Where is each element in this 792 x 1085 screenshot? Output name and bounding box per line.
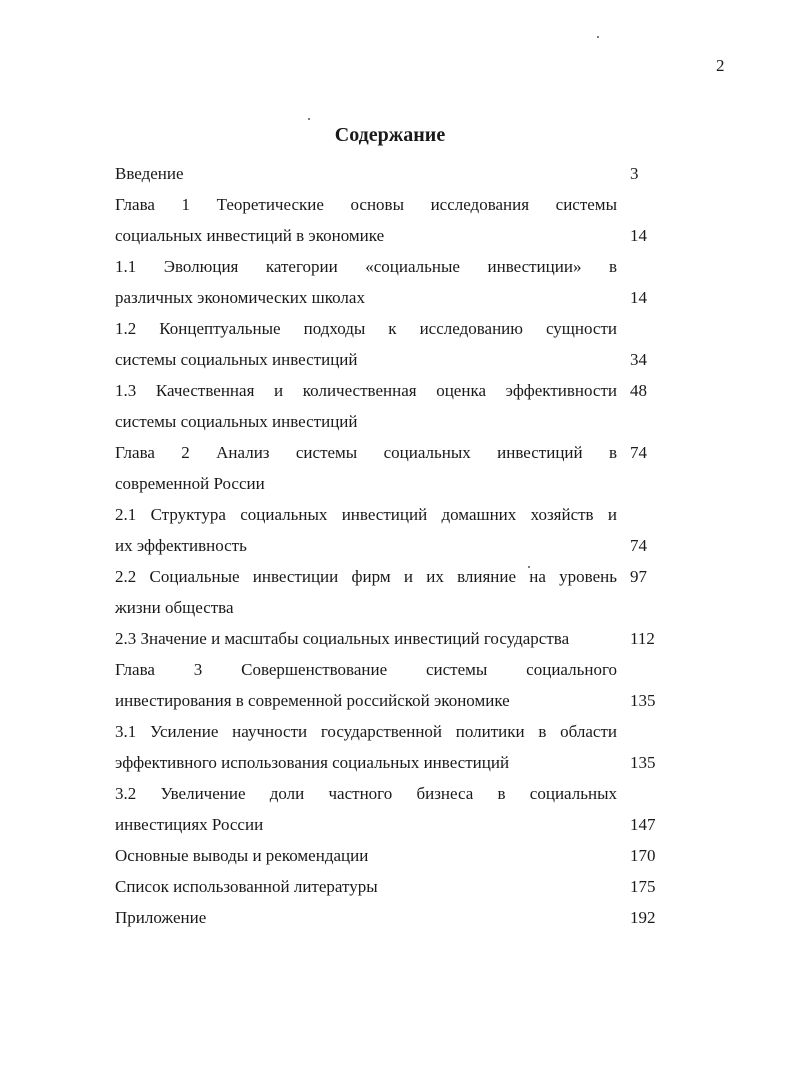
toc-page-number: 97 (630, 567, 647, 586)
toc-entry-title: системы социальных инвестиций (115, 412, 358, 431)
toc-entry-title: эффективного использования социальных инвестиций (115, 753, 510, 772)
toc-entry-title: 2.3 Значение и масштабы социальных инвестиций государства (115, 629, 570, 648)
toc-entry (115, 375, 665, 437)
toc-page-number: 34 (630, 350, 647, 369)
toc-line (115, 871, 665, 902)
toc-entry (115, 902, 665, 933)
toc-entry-title: социальных инвестиций в экономике (115, 226, 385, 245)
toc-page-number: 14 (630, 288, 647, 307)
toc-page-number: 170 (630, 846, 656, 865)
toc-line (115, 158, 665, 189)
toc-line (115, 747, 665, 778)
toc-page-number: 135 (630, 753, 656, 772)
toc-entry (115, 840, 665, 871)
page-title: Содержание (334, 124, 446, 146)
toc-entry-title: 1.2 Концептуальные подходы к исследованию сущности (115, 319, 617, 338)
toc-entry (115, 716, 665, 778)
toc-entry-title: системы социальных инвестиций (115, 350, 358, 369)
toc-line (115, 220, 665, 251)
toc-line (115, 189, 665, 220)
scan-speck (597, 36, 599, 38)
toc-line (115, 809, 665, 840)
page-number: 2 (716, 56, 725, 75)
toc-line (115, 561, 665, 592)
toc-page-number: 175 (630, 877, 656, 896)
toc-entry-title: Приложение (115, 908, 207, 927)
toc-page-number: 48 (630, 381, 647, 400)
toc-entry-title: жизни общества (115, 598, 234, 617)
toc-line (115, 313, 665, 344)
toc-entry-title: 2.2 Социальные инвестиции фирм и их влияние на уровень (115, 567, 617, 586)
toc-entry (115, 313, 665, 375)
toc-line (115, 251, 665, 282)
toc-line (115, 344, 665, 375)
toc-entry-title: современной России (115, 474, 265, 493)
toc-line (115, 437, 665, 468)
toc-entry-title: 1.3 Качественная и количественная оценка эффективности (115, 381, 617, 400)
toc-entry (115, 499, 665, 561)
toc-line (115, 716, 665, 747)
toc-entry-title: их эффективность (115, 536, 247, 555)
scan-speck (308, 118, 310, 120)
toc-line (115, 375, 665, 406)
toc-line (115, 623, 665, 654)
toc-entry (115, 623, 665, 654)
toc-entry (115, 251, 665, 313)
toc-line (115, 499, 665, 530)
toc-page-number: 112 (630, 629, 655, 648)
toc-entry-title: различных экономических школах (115, 288, 365, 307)
toc-entry-title: 2.1 Структура социальных инвестиций домашних хозяйств и (115, 505, 617, 524)
toc-entry-title: Список использованной литературы (115, 877, 378, 896)
toc-line (115, 902, 665, 933)
toc-entry-title: Основные выводы и рекомендации (115, 846, 369, 865)
toc-line (115, 654, 665, 685)
toc-entry-title: Глава 2 Анализ системы социальных инвестиций в (115, 443, 617, 462)
toc-line (115, 840, 665, 871)
toc-line (115, 530, 665, 561)
toc-line (115, 282, 665, 313)
toc-line (115, 468, 665, 499)
toc-line (115, 685, 665, 716)
toc-entry-title: 3.2 Увеличение доли частного бизнеса в социальных (115, 784, 617, 803)
toc-entry (115, 158, 665, 189)
toc-entry (115, 778, 665, 840)
toc-page-number: 74 (630, 443, 647, 462)
toc-line (115, 778, 665, 809)
toc-entry-title: инвестирования в современной российской экономике (115, 691, 510, 710)
toc-page-number: 192 (630, 908, 656, 927)
toc-entry-title: Глава 3 Совершенствование системы социального (115, 660, 617, 679)
toc-page-number: 3 (630, 164, 639, 183)
toc-entry-title: Введение (115, 164, 184, 183)
toc-entry-title: Глава 1 Теоретические основы исследования системы (115, 195, 617, 214)
toc-entry (115, 189, 665, 251)
toc-entry-title: 1.1 Эволюция категории «социальные инвестиции» в (115, 257, 617, 276)
table-of-contents (115, 158, 665, 933)
toc-entry (115, 654, 665, 716)
toc-entry (115, 871, 665, 902)
toc-entry-title: инвестициях России (115, 815, 264, 834)
toc-page-number: 14 (630, 226, 647, 245)
toc-page-number: 147 (630, 815, 656, 834)
toc-page-number: 135 (630, 691, 656, 710)
toc-line (115, 592, 665, 623)
toc-page-number: 74 (630, 536, 647, 555)
toc-entry-title: 3.1 Усиление научности государственной политики в области (115, 722, 617, 741)
toc-entry (115, 437, 665, 499)
toc-entry (115, 561, 665, 623)
toc-line (115, 406, 665, 437)
